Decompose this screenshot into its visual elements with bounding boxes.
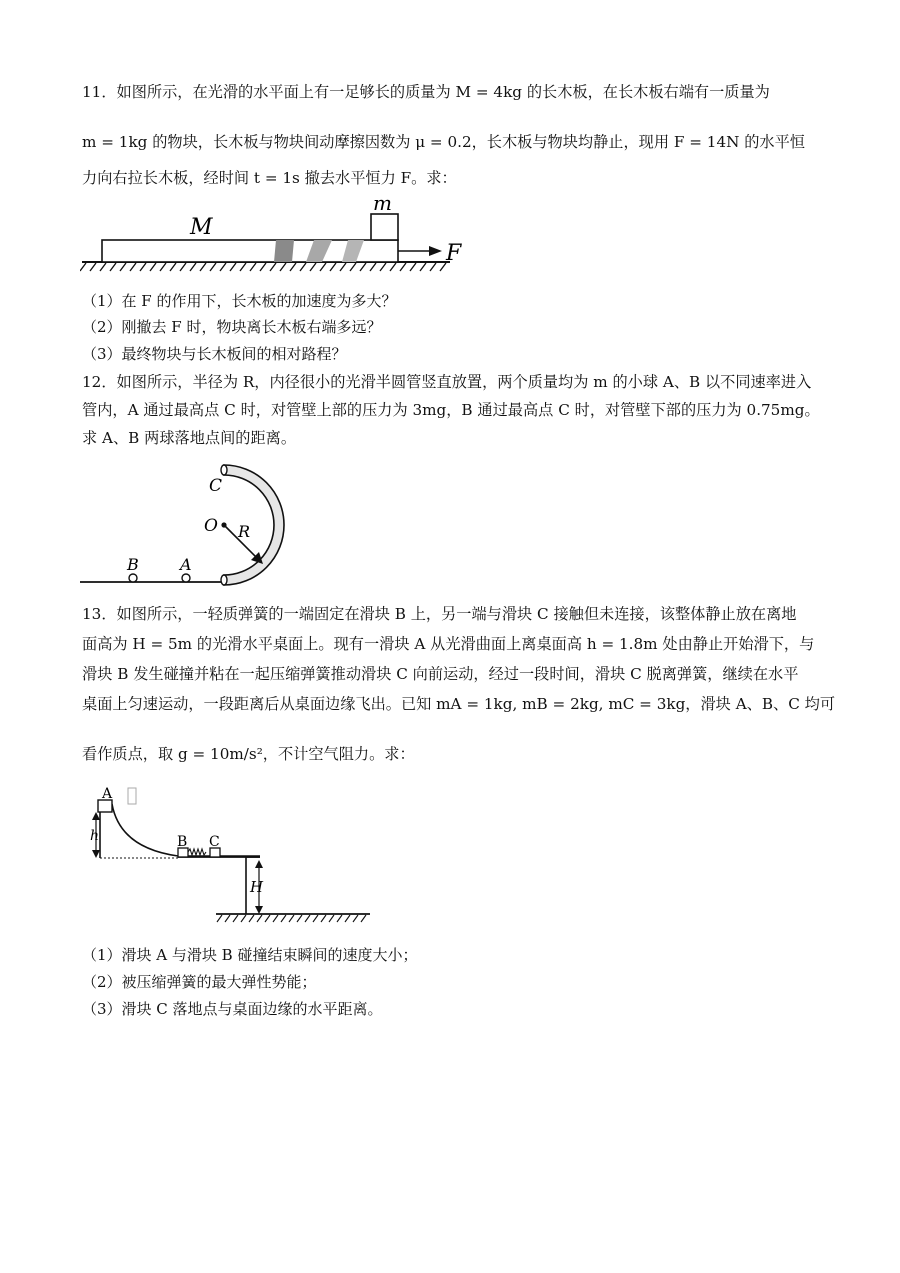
problem-11-question-2: （2）刚撤去 F 时，物块离长木板右端多远？ [82, 318, 382, 336]
problem-13-line-3: 滑块 B 发生碰撞并粘在一起压缩弹簧推动滑块 C 向前运动，经过一段时间，滑块 C 脱离弹簧，继续在水平 [82, 665, 799, 683]
problem-12-line-3: 求 A、B 两球落地点间的距离。 [82, 429, 297, 447]
problem-13-question-2: （2）被压缩弹簧的最大弹性势能； [82, 973, 317, 991]
label-slider-B: B [177, 834, 188, 850]
spring [188, 849, 206, 855]
label-h: h [90, 828, 100, 844]
label-slider-C: C [209, 834, 220, 850]
label-R: R [238, 522, 251, 541]
ground-hatch [80, 263, 446, 271]
problem-11-line-1: 11．如图所示，在光滑的水平面上有一足够长的质量为 M = 4kg 的长木板，在长木板右端有一质量为 [82, 83, 770, 101]
problem-12-line-1: 12．如图所示，半径为 R，内径很小的光滑半圆管竖直放置，两个质量均为 m 的小球 A、B 以不同速率进入 [82, 373, 812, 391]
label-slider-A: A [102, 786, 113, 802]
problem-13-line-1: 13．如图所示，一轻质弹簧的一端固定在滑块 B 上，另一端与滑块 C 接触但未连接，该整体静止放在离地 [82, 605, 797, 623]
semicircle-tube [221, 465, 284, 585]
label-block-m: m [373, 192, 392, 215]
label-force-F: F [446, 241, 462, 266]
problem-13-question-3: （3）滑块 C 落地点与桌面边缘的水平距离。 [82, 1000, 383, 1018]
problem-11-question-3: （3）最终物块与长木板间的相对路程？ [82, 345, 347, 363]
problem-11-line-2: m = 1kg 的物块，长木板与物块间动摩擦因数为 μ = 0.2，长木板与物块均静止，现用 F = 14N 的水平恒 [82, 133, 805, 151]
small-block [371, 214, 398, 240]
rough-patches [274, 240, 364, 262]
problem-13-line-4: 桌面上匀速运动，一段距离后从桌面边缘飞出。已知 mA = 1kg, mB = 2kg, mC = 3kg，滑块 A、B、C 均可 [82, 695, 836, 713]
label-B: B [127, 555, 139, 574]
ball-a [182, 574, 190, 582]
problem-11-question-1: （1）在 F 的作用下，长木板的加速度为多大？ [82, 292, 397, 310]
problem-13-number: 13． [82, 605, 117, 623]
problem-13-line-5: 看作质点，取 g = 10m/s²，不计空气阻力。求： [82, 745, 415, 763]
ground-hatch-2 [217, 915, 366, 922]
label-H: H [250, 878, 264, 896]
problem-13-line-2: 面高为 H = 5m 的光滑水平桌面上。现有一滑块 A 从光滑曲面上离桌面高 h = 1.8m 处由静止开始滑下，与 [82, 635, 815, 653]
problem-11-line-3: 力向右拉长木板，经时间 t = 1s 撤去水平恒力 F。求： [82, 169, 457, 187]
ball-b [129, 574, 137, 582]
figure-semicircle-tube [80, 455, 320, 595]
height-H-arrow-icon [255, 860, 263, 868]
force-arrow-icon [429, 246, 442, 256]
label-O: O [204, 516, 218, 536]
label-board-M: M [190, 215, 213, 240]
problem-13-question-1: （1）滑块 A 与滑块 B 碰撞结束瞬间的速度大小； [82, 946, 418, 964]
height-h-arrow-icon [92, 812, 100, 820]
problem-12-line-2: 管内，A 通过最高点 C 时，对管壁上部的压力为 3mg，B 通过最高点 C 时，对管壁下部的压力为 0.75mg。 [82, 401, 820, 419]
problem-11-number: 11． [82, 83, 117, 101]
label-A: A [180, 555, 192, 574]
problem-12-number: 12． [82, 373, 117, 391]
label-C: C [209, 476, 223, 496]
figure-spring-table [80, 786, 380, 930]
figure-board-block [80, 192, 480, 282]
